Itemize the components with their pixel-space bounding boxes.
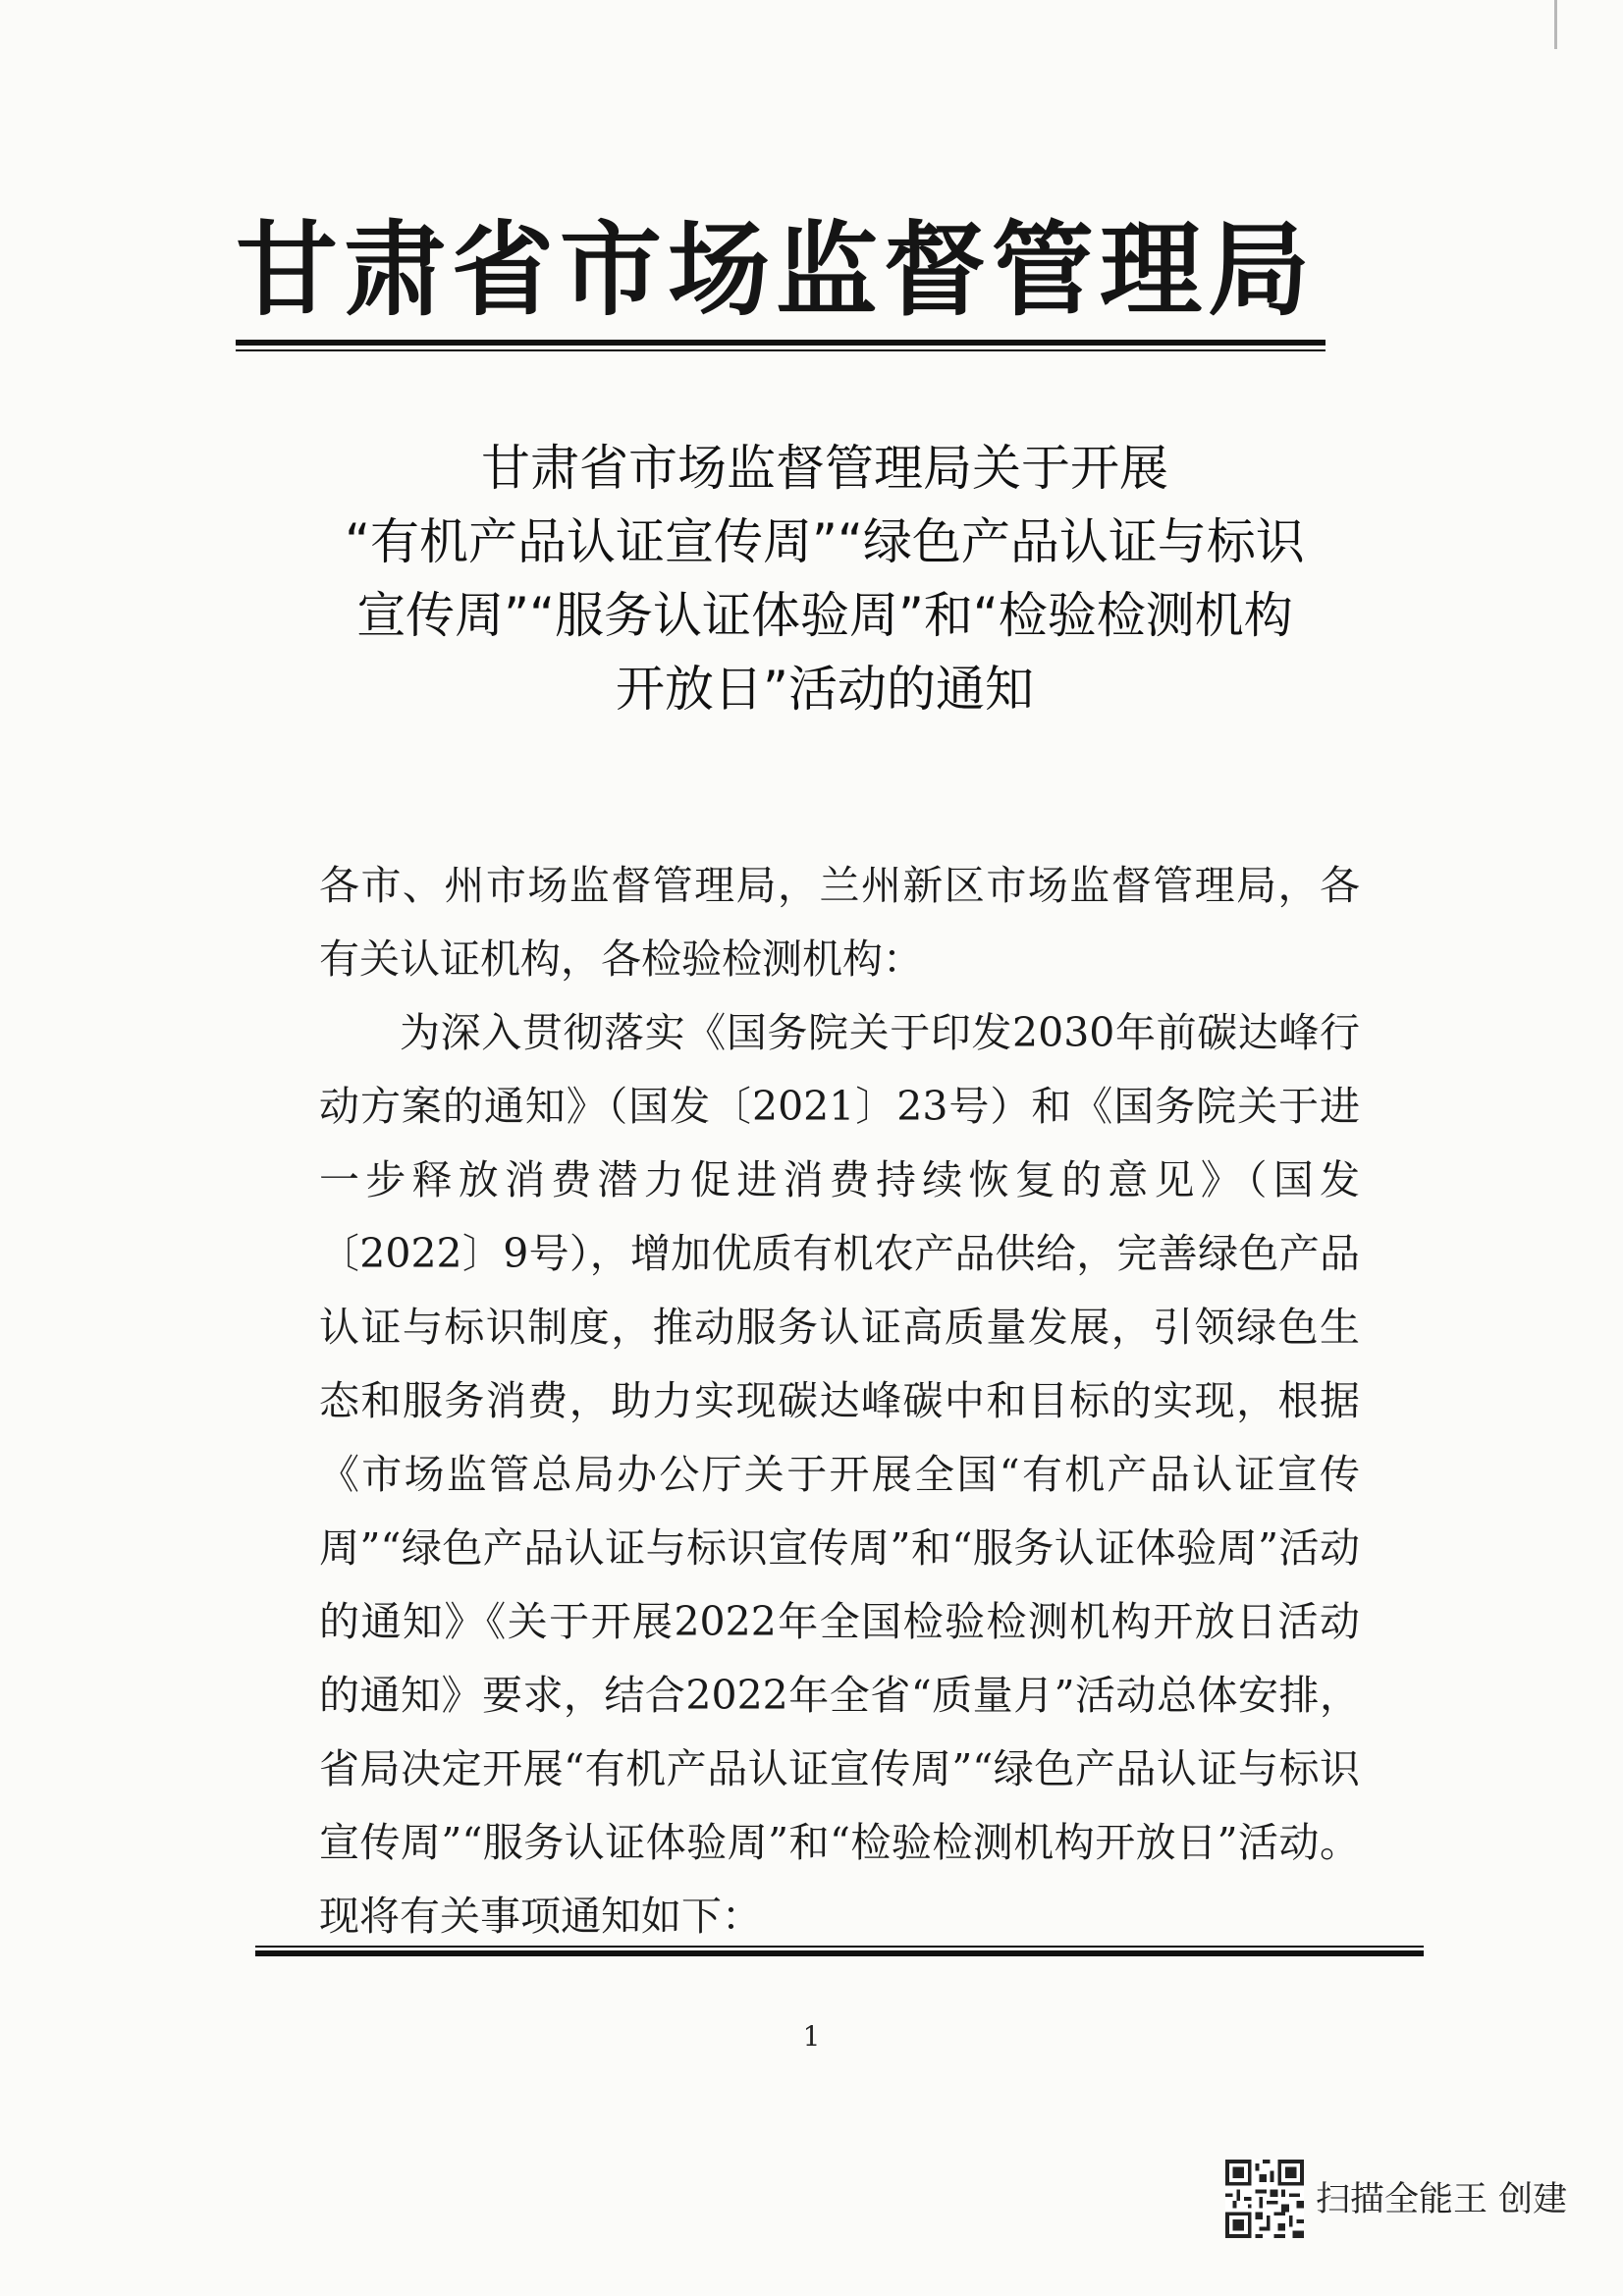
scan-edge-mark bbox=[1554, 0, 1557, 49]
notice-body bbox=[319, 849, 1360, 1953]
footer-rule-thin bbox=[255, 1946, 1424, 1948]
salutation: 各市、州市场监督管理局，兰州新区市场监督管理局，各有关认证机构，各检验检测机构： bbox=[319, 862, 1360, 983]
title-line: 宣传周”“服务认证体验周”和“检验检测机构 bbox=[356, 587, 1293, 644]
title-line: 开放日”活动的通知 bbox=[616, 661, 1034, 718]
page-number: 1 bbox=[802, 2020, 821, 2053]
title-line: “有机产品认证宣传周”“绿色产品认证与标识 bbox=[345, 513, 1305, 570]
letterhead-rule-thin bbox=[236, 349, 1325, 351]
letterhead-title: 甘肃省市场监督管理局 bbox=[236, 209, 1317, 330]
scanner-watermark-label: 扫描全能王 创建 bbox=[1316, 2180, 1568, 2219]
body-paragraph: 为深入贯彻落实《国务院关于印发2030年前碳达峰行动方案的通知》（国发〔2021〕23号）和《国务院关于进一步释放消费潜力促进消费持续恢复的意见》（国发〔2022〕9号），增加优质有机农产品供给，完善绿色产品认证与标识制度，推动服务认证高质量发展，引领绿色生态和服务消费，助力实现碳达峰碳中和目标的实现，根据《市场监管总局办公厅关于开展全国“有机产品认证宣传周”“绿色产品认证与标识宣传周”和“服务认证体验周”活动的通知》《关于开展2022年全国检验检测机构开放日活动的通知》要求，结合2022年全省“质量月”活动总体安排，省局决定开展“有机产品认证宣传周”“绿色产品认证与标识宣传周”“服务认证体验周”和“检验检测机构开放日”活动。现将有关事项通知如下： bbox=[319, 1009, 1360, 1940]
notice-title bbox=[265, 432, 1384, 726]
letterhead-rule-thick bbox=[236, 340, 1325, 346]
qr-code-icon bbox=[1225, 2160, 1304, 2238]
title-line: 甘肃省市场监督管理局关于开展 bbox=[481, 440, 1168, 497]
footer-rule-thick bbox=[255, 1950, 1424, 1956]
